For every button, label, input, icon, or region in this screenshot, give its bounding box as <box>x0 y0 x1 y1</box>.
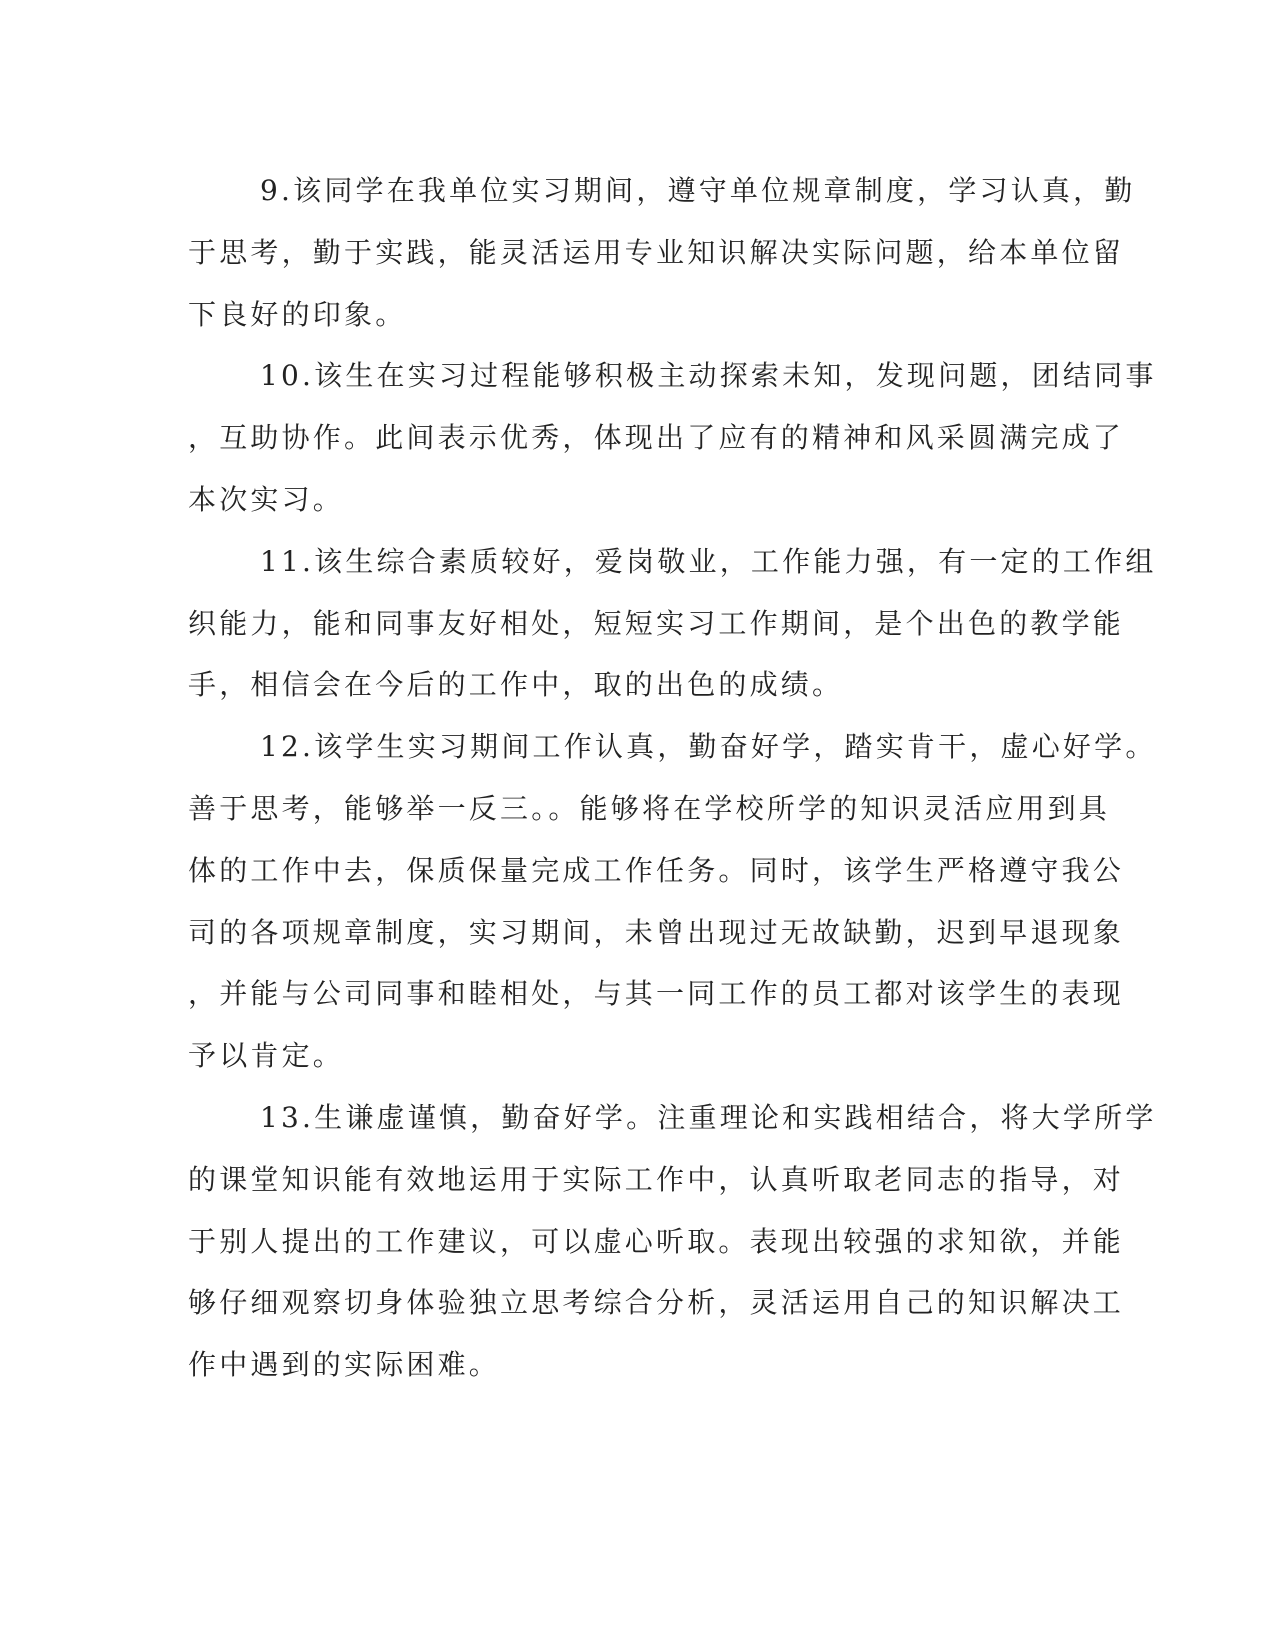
document-body <box>188 160 1157 1396</box>
paragraph-line: ，互助协作。此间表示优秀，体现出了应有的精神和风采圆满完成了 <box>188 421 1125 455</box>
paragraph-line: 于思考，勤于实践，能灵活运用专业知识解决实际问题，给本单位留 <box>188 235 1125 269</box>
paragraph-line: 作中遇到的实际困难。 <box>188 1348 501 1382</box>
paragraph-13 <box>188 1087 1157 1396</box>
paragraph-11 <box>188 531 1157 716</box>
paragraph-line: 善于思考，能够举一反三。。能够将在学校所学的知识灵活应用到具 <box>188 791 1111 825</box>
paragraph-line: 本次实习。 <box>188 482 345 516</box>
paragraph-line: 10.该生在实习过程能够积极主动探索未知，发现问题，团结同事 <box>260 359 1157 393</box>
paragraph-line: 下良好的印象。 <box>188 297 407 331</box>
paragraph-9 <box>188 160 1136 345</box>
paragraph-line: 12.该学生实习期间工作认真，勤奋好学，踏实肯干，虚心好学。 <box>260 730 1157 764</box>
paragraph-line: 体的工作中去，保质保量完成工作任务。同时，该学生严格遵守我公 <box>188 853 1125 887</box>
paragraph-line: 的课堂知识能有效地运用于实际工作中，认真听取老同志的指导，对 <box>188 1162 1125 1196</box>
paragraph-12 <box>188 716 1157 1087</box>
paragraph-10 <box>188 345 1157 530</box>
paragraph-line: 手，相信会在今后的工作中，取的出色的成绩。 <box>188 668 844 702</box>
paragraph-line: 够仔细观察切身体验独立思考综合分析，灵活运用自己的知识解决工 <box>188 1286 1125 1320</box>
paragraph-line: 11.该生综合素质较好，爱岗敬业，工作能力强，有一定的工作组 <box>260 544 1157 578</box>
paragraph-line: 于别人提出的工作建议，可以虚心听取。表现出较强的求知欲，并能 <box>188 1224 1125 1258</box>
paragraph-line: 织能力，能和同事友好相处，短短实习工作期间，是个出色的教学能 <box>188 606 1125 640</box>
paragraph-line: 13.生谦虚谨慎，勤奋好学。注重理论和实践相结合，将大学所学 <box>260 1100 1157 1134</box>
paragraph-line: 予以肯定。 <box>188 1039 345 1073</box>
paragraph-line: ，并能与公司同事和睦相处，与其一同工作的员工都对该学生的表现 <box>188 977 1125 1011</box>
paragraph-line: 9.该同学在我单位实习期间，遵守单位规章制度，学习认真，勤 <box>260 174 1136 207</box>
paragraph-line: 司的各项规章制度，实习期间，未曾出现过无故缺勤，迟到早退现象 <box>188 915 1125 949</box>
